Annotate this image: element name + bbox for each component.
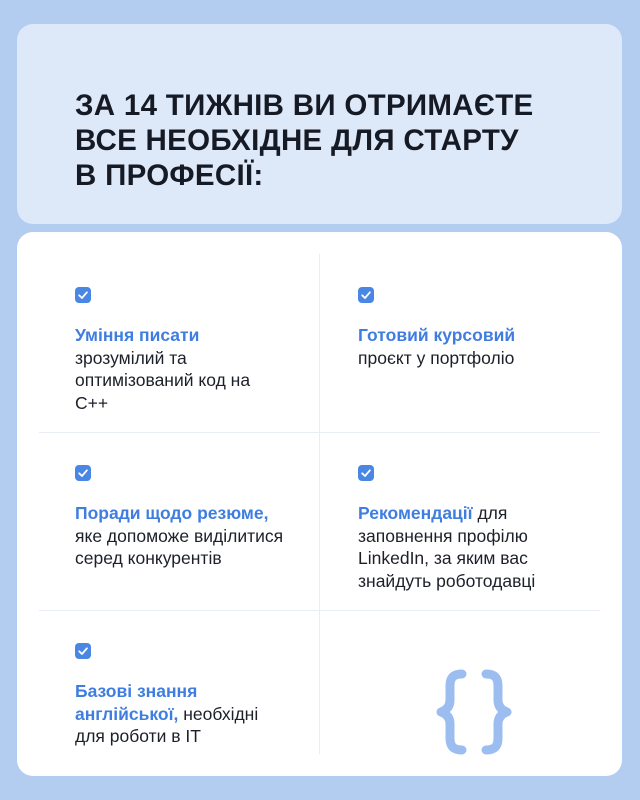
grid-divider	[39, 432, 600, 433]
benefit-text	[75, 502, 290, 570]
title-line: ЗА 14 ТИЖНІВ ВИ ОТРИМАЄТЕ	[75, 89, 534, 122]
benefits-card	[17, 232, 622, 776]
check-icon	[358, 465, 374, 481]
benefit-text	[75, 680, 290, 748]
benefit-text	[358, 502, 588, 592]
title-line: В ПРОФЕСІЇ:	[75, 159, 264, 192]
benefit-description: необхідні для роботи в IT	[75, 703, 259, 746]
benefit-description: для заповнення профілю LinkedIn, за яким вас знайдуть роботодавці	[358, 503, 536, 591]
check-icon	[358, 287, 374, 303]
title-line: ВСЕ НЕОБХІДНЕ ДЛЯ СТАРТУ	[75, 124, 519, 157]
grid-divider	[39, 610, 600, 611]
benefit-text	[75, 324, 265, 414]
benefit-highlight: Уміння писати	[75, 325, 200, 345]
benefit-highlight: Рекомендації	[358, 503, 473, 523]
check-icon	[75, 643, 91, 659]
check-icon	[75, 287, 91, 303]
benefit-highlight: Поради щодо резюме,	[75, 503, 269, 523]
benefit-text	[358, 324, 543, 369]
benefit-description: проєкт у портфоліо	[358, 347, 515, 368]
curly-braces-icon	[436, 668, 512, 761]
check-icon	[75, 465, 91, 481]
page-title	[75, 88, 622, 193]
header-card	[17, 24, 622, 224]
benefit-description: яке допоможе виділитися серед конкурентів	[75, 525, 284, 568]
grid-divider	[319, 254, 320, 754]
benefit-highlight: Готовий курсовий	[358, 325, 516, 345]
benefit-highlight: Базові знання англійської,	[75, 681, 198, 724]
benefit-description: зрозумілий та оптимізований код на C++	[75, 347, 251, 413]
